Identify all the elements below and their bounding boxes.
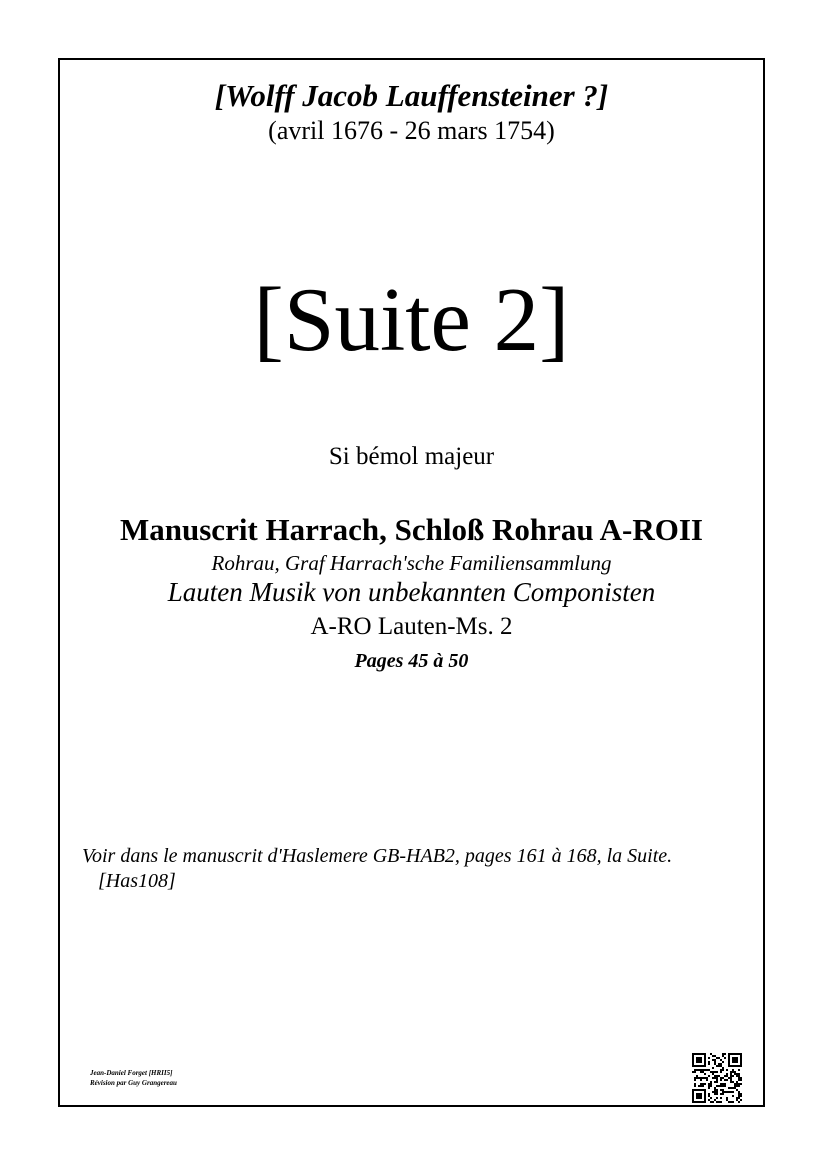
- concordance-note: [82, 844, 762, 894]
- qr-code-icon[interactable]: [692, 1053, 742, 1103]
- page-frame: [58, 58, 765, 1107]
- key-signature: Si bémol majeur: [328, 443, 495, 470]
- manuscript-location: Rohrau, Graf Harrach'sche Familiensammlung: [211, 551, 612, 575]
- manuscript-name: Manuscrit Harrach, Schloß Rohrau A-ROII: [120, 512, 703, 547]
- credits: [90, 1068, 177, 1088]
- manuscript-collection: Lauten Musik von unbekannten Componisten: [167, 577, 656, 607]
- composer-dates: (avril 1676 - 26 mars 1754): [268, 116, 555, 145]
- manuscript-pages: Pages 45 à 50: [354, 650, 469, 672]
- concordance-reference: [Has108]: [98, 870, 176, 892]
- concordance-text: Voir dans le manuscrit d'Haslemere GB-HAB2, pages 161 à 168, la Suite.: [82, 845, 673, 867]
- editor-credit: Jean-Daniel Forget [HRII5]: [90, 1069, 173, 1077]
- composer-name: [Wolff Jacob Lauffensteiner ?]: [214, 78, 609, 113]
- revision-credit: Révision par Guy Grangereau: [90, 1079, 177, 1087]
- manuscript-shelfmark: A-RO Lauten-Ms. 2: [310, 613, 513, 640]
- suite-title: [Suite 2]: [253, 269, 570, 370]
